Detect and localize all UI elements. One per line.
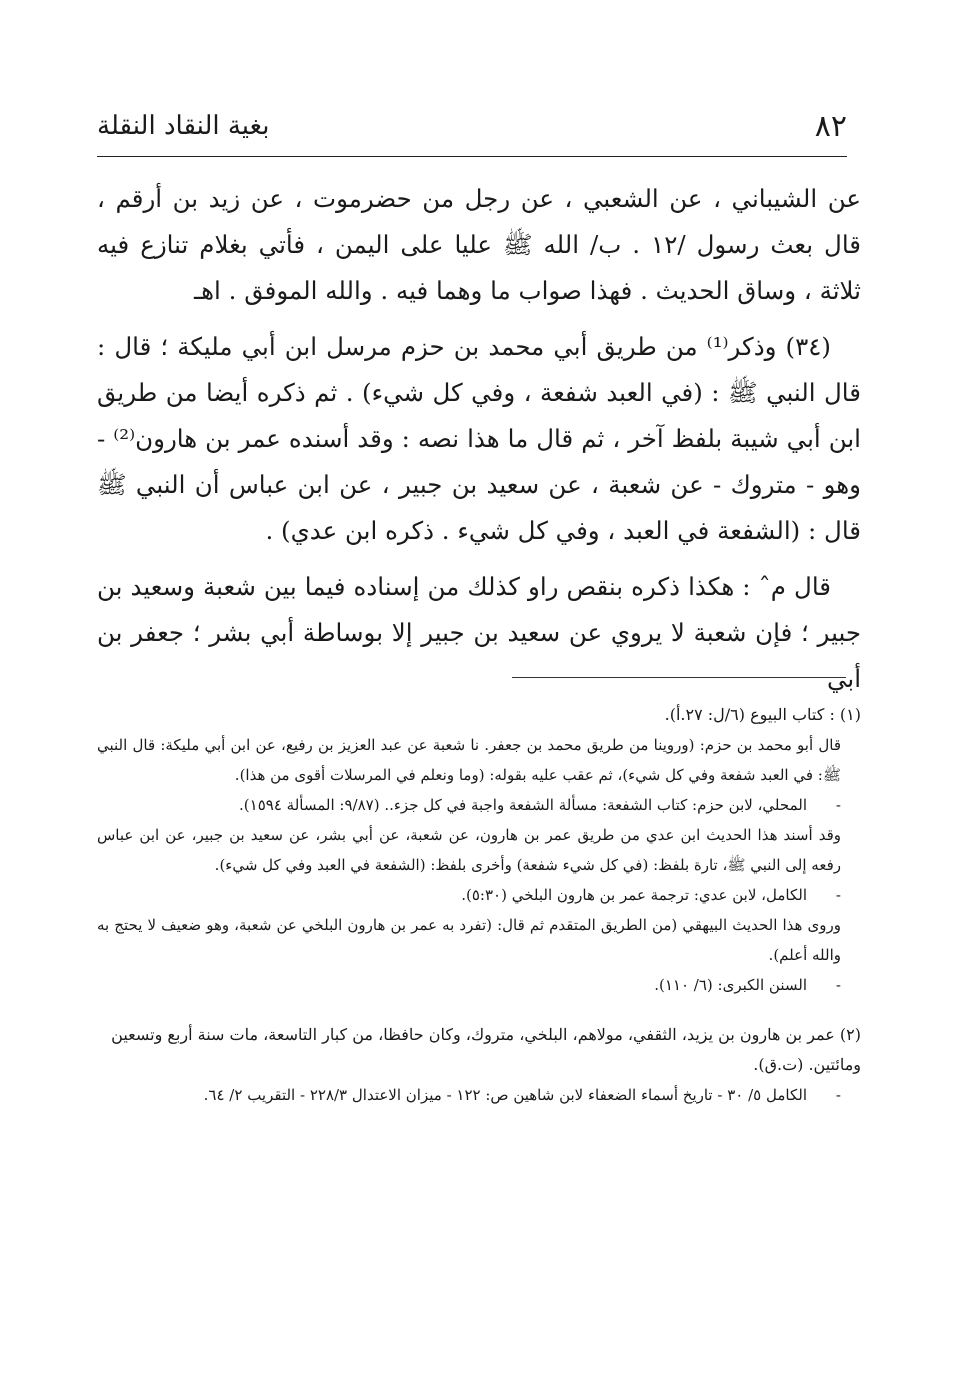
footnote-heading: (٢) عمر بن هارون بن يزيد، الثقفي، مولاهم، البلخي، متروك، وكان حافظا، من كبار التاسعة، مات سنة أربع وتسعين ومائتين. (ت.ق). [111, 1025, 861, 1074]
footnote-rule [512, 677, 846, 678]
footnote-source [97, 790, 861, 820]
page-number: ٨٢ [814, 108, 847, 144]
footnote-text: وروى هذا الحديث البيهقي (من الطريق المتقدم ثم قال: (تفرد به عمر بن هارون البلخي عن شعبة، وهو ضعيف لا يحتج به والله أعلم). [97, 916, 841, 964]
footnote-source [97, 880, 861, 910]
page-header [97, 100, 847, 152]
footnote-text: قال أبو محمد بن حزم: (وروينا من طريق محمد بن جعفر. نا شعبة عن عبد العزيز بن رفيع، عن ابن أبي مليكة: قال النبي ﷺ: في العبد شفعة وفي كل شيء)، ثم عقب عليه بقوله: (وما ونعلم في المرسلات أقوى من هذا). [97, 736, 841, 784]
dash-marker: - [835, 886, 841, 904]
source-text: المحلي، لابن حزم: كتاب الشفعة: مسألة الشفعة واجبة في كل جزء.. (٩/٨٧: المسألة ١٥٩٤). [239, 796, 807, 814]
paragraph: (٣٤) وذكر⁽¹⁾ من طريق أبي محمد بن حزم مرسل ابن أبي مليكة ؛ قال : قال النبي ﷺ : (في العبد شفعة ، وفي كل شيء) . ثم ذكره أيضا من طريق ابن أبي شيبة بلفظ آخر ، ثم قال ما هذا نصه : وقد أسنده عمر بن هارون⁽²⁾ - وهو - متروك - عن شعبة ، عن سعيد بن جبير ، عن ابن عباس أن النبي ﷺ قال : (الشفعة في العبد ، وفي كل شيء . ذكره ابن عدي) . [97, 332, 861, 545]
paragraph: قال مˆ : هكذا ذكره بنقص راو كذلك من إسناده فيما بين شعبة وسعيد بن جبير ؛ فإن شعبة لا يروي عن سعيد بن جبير إلا بوساطة أبي بشر ؛ جعفر بن أبي [97, 572, 861, 693]
dash-marker: - [835, 976, 841, 994]
source-text: السنن الكبرى: (٦/ ١١٠). [654, 976, 807, 994]
footnote-text: وقد أسند هذا الحديث ابن عدي من طريق عمر بن هارون، عن شعبة، عن أبي بشر، عن سعيد بن جبير، عن ابن عباس رفعه إلى النبي ﷺ، تارة بلفظ: (في كل شيء شفعة) وأخرى بلفظ: (الشفعة في العبد وفي كل شيء). [97, 826, 841, 874]
footnote-1 [97, 700, 861, 1000]
footnote-source [97, 970, 861, 1000]
main-text [97, 176, 861, 712]
footnote-heading: (١) : كتاب البيوع (٦/ل: ٢٧.أ). [664, 705, 861, 724]
dash-marker: - [835, 796, 841, 814]
source-text: الكامل ٥/ ٣٠ - تاريخ أسماء الضعفاء لابن شاهين ص: ١٢٢ - ميزان الاعتدال ٢٢٨/٣ - التقريب ٢/ ٦٤. [203, 1086, 807, 1104]
footnotes [97, 700, 861, 1130]
header-rule [97, 156, 847, 157]
footnote-2 [97, 1020, 861, 1110]
source-text: الكامل، لابن عدي: ترجمة عمر بن هارون البلخي (٥:٣٠). [461, 886, 807, 904]
running-title: بغية النقاد النقلة [97, 111, 270, 141]
footnote-source [97, 1080, 861, 1110]
paragraph: عن الشيباني ، عن الشعبي ، عن رجل من حضرموت ، عن زيد بن أرقم ، قال بعث رسول /١٢ . ب/ الله ﷺ عليا على اليمن ، فأتي بغلام تنازع فيه ثلاثة ، وساق الحديث . فهذا صواب ما وهما فيه . والله الموفق . اهـ [97, 184, 861, 305]
dash-marker: - [835, 1086, 841, 1104]
